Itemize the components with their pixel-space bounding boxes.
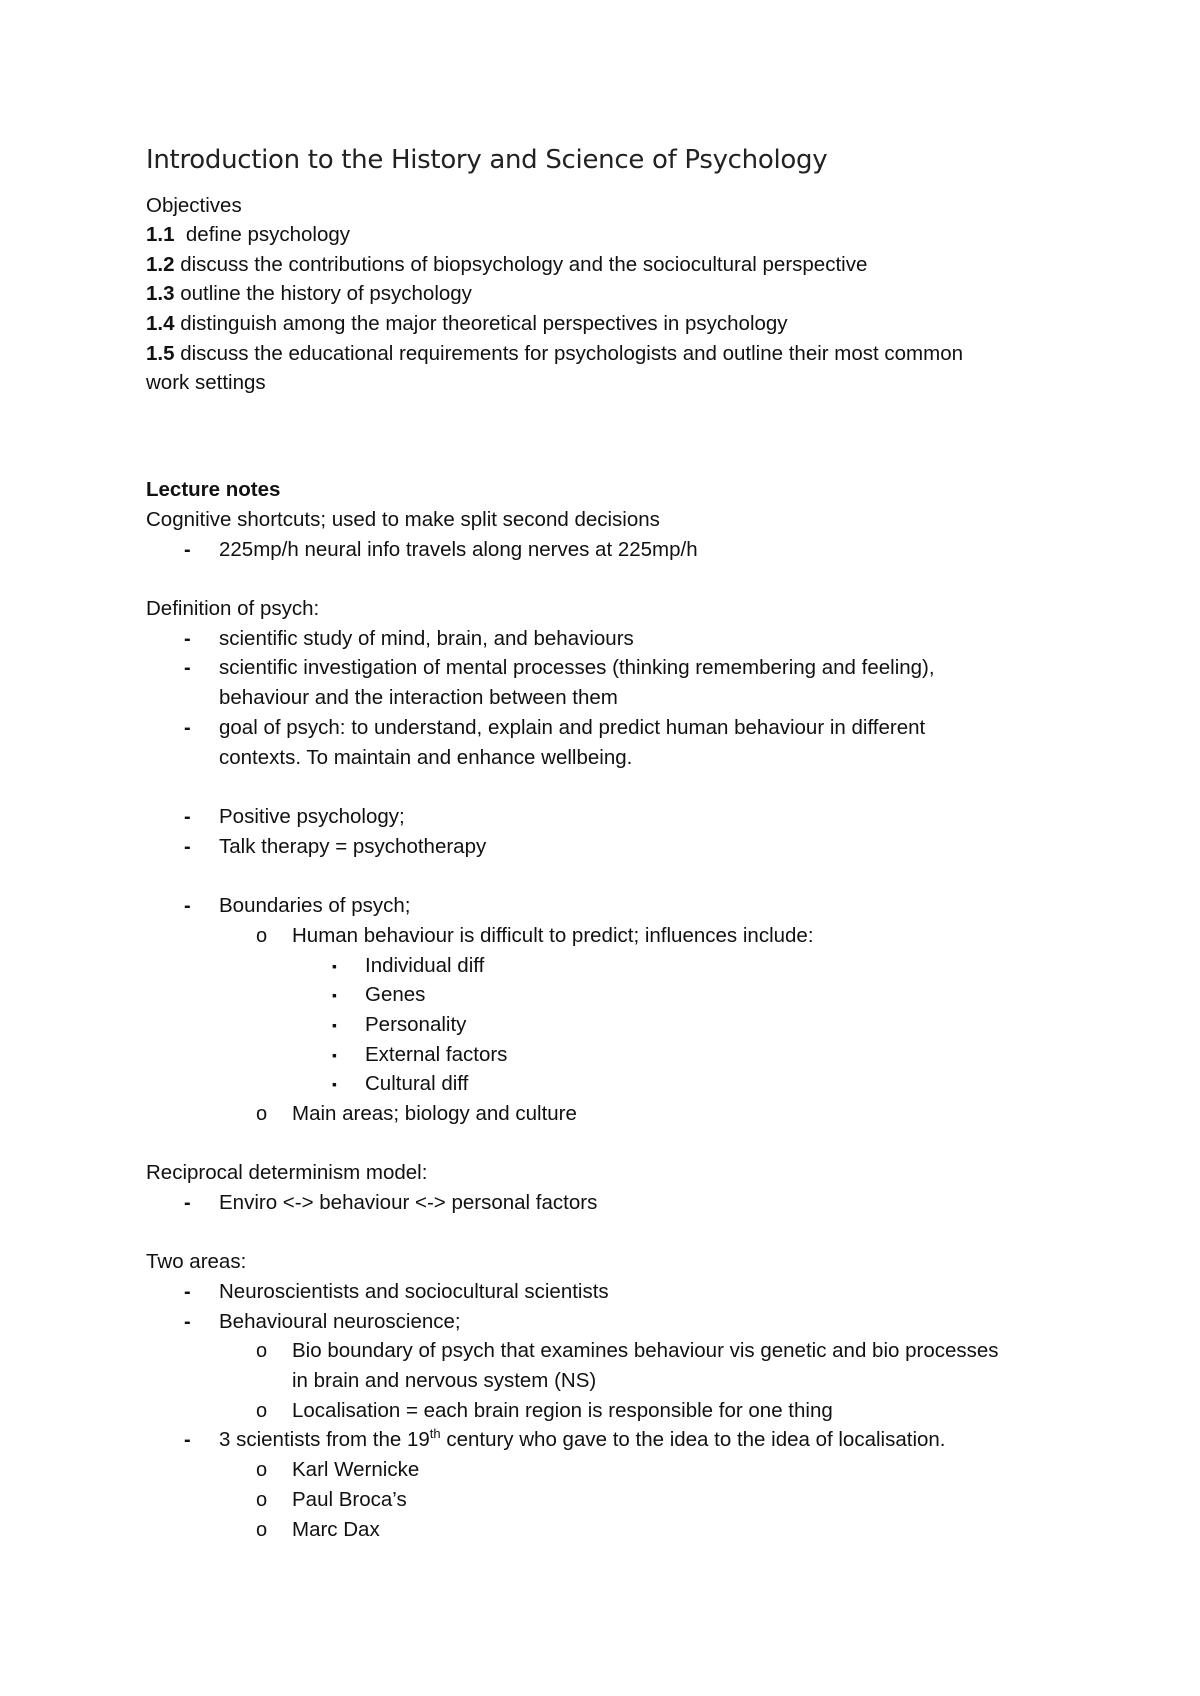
lecture-notes-heading: Lecture notes xyxy=(146,478,281,501)
bullet-text: scientific study of mind, brain, and behaviours xyxy=(219,627,634,650)
dash-bullet: - xyxy=(184,1281,191,1303)
objective-item xyxy=(146,279,472,309)
bullet-text: scientific investigation of mental processes (thinking remembering and feeling), xyxy=(219,656,935,679)
dash-bullet: - xyxy=(184,1192,191,1214)
influence-item: Genes xyxy=(365,983,426,1006)
document-title: Introduction to the History and Science of Psychology xyxy=(146,145,828,175)
objective-number: 1.5 xyxy=(146,342,175,365)
note-line: Cognitive shortcuts; used to make split second decisions xyxy=(146,508,660,531)
influence-item: Individual diff xyxy=(365,954,485,977)
note-line: Two areas: xyxy=(146,1250,247,1273)
scientist-item: Marc Dax xyxy=(292,1518,380,1541)
objective-text: distinguish among the major theoretical perspectives in psychology xyxy=(180,312,788,335)
sub-bullet-text: Bio boundary of psych that examines behaviour vis genetic and bio processes xyxy=(292,1339,999,1362)
objective-text: discuss the educational requirements for psychologists and outline their most common xyxy=(180,342,964,365)
objective-text: outline the history of psychology xyxy=(180,282,472,305)
circle-bullet: o xyxy=(256,1400,268,1422)
sub-bullet-text: Main areas; biology and culture xyxy=(292,1102,577,1125)
dash-bullet: - xyxy=(184,539,191,561)
scientist-item: Karl Wernicke xyxy=(292,1458,420,1481)
objective-number: 1.2 xyxy=(146,253,175,276)
dash-bullet: - xyxy=(184,1429,191,1451)
dash-bullet: - xyxy=(184,628,191,650)
circle-bullet: o xyxy=(256,1489,268,1511)
sub-bullet-text: Human behaviour is difficult to predict; influences include: xyxy=(292,924,814,947)
circle-bullet: o xyxy=(256,1103,268,1125)
bullet-text: Positive psychology; xyxy=(219,805,405,828)
square-bullet: ▪ xyxy=(332,1017,337,1033)
dash-bullet: - xyxy=(184,895,191,917)
square-bullet: ▪ xyxy=(332,987,337,1003)
bullet-text: Talk therapy = psychotherapy xyxy=(219,835,487,858)
dash-bullet: - xyxy=(184,1311,191,1333)
objective-item xyxy=(146,339,963,369)
scientist-item: Paul Broca’s xyxy=(292,1488,407,1511)
square-bullet: ▪ xyxy=(332,1076,337,1092)
objectives-heading: Objectives xyxy=(146,194,242,217)
objective-text-continued: work settings xyxy=(146,371,266,394)
note-line: Reciprocal determinism model: xyxy=(146,1161,428,1184)
sub-bullet-text: Localisation = each brain region is responsible for one thing xyxy=(292,1399,833,1422)
bullet-text: Enviro <-> behaviour <-> personal factors xyxy=(219,1191,598,1214)
sub-bullet-text-continued: in brain and nervous system (NS) xyxy=(292,1369,597,1392)
objective-text: discuss the contributions of biopsychology and the sociocultural perspective xyxy=(180,253,868,276)
objective-text: define psychology xyxy=(185,223,351,246)
dash-bullet: - xyxy=(184,717,191,739)
square-bullet: ▪ xyxy=(332,958,337,974)
square-bullet: ▪ xyxy=(332,1047,337,1063)
bullet-text-continued: behaviour and the interaction between them xyxy=(219,686,618,709)
dash-bullet: - xyxy=(184,836,191,858)
circle-bullet: o xyxy=(256,1340,268,1362)
bullet-text-continued: contexts. To maintain and enhance wellbeing. xyxy=(219,746,633,769)
objective-item xyxy=(146,309,788,339)
objective-item xyxy=(146,220,350,250)
superscript: th xyxy=(429,1426,441,1442)
bullet-text-part: 3 scientists from the 19 xyxy=(219,1428,430,1451)
circle-bullet: o xyxy=(256,1459,268,1481)
note-line: Definition of psych: xyxy=(146,597,320,620)
objective-number: 1.1 xyxy=(146,223,175,246)
circle-bullet: o xyxy=(256,1519,268,1541)
dash-bullet: - xyxy=(184,806,191,828)
influence-item: Cultural diff xyxy=(365,1072,469,1095)
objective-item xyxy=(146,250,867,280)
objective-number: 1.3 xyxy=(146,282,175,305)
bullet-text: Behavioural neuroscience; xyxy=(219,1310,461,1333)
influence-item: External factors xyxy=(365,1043,508,1066)
circle-bullet: o xyxy=(256,925,268,947)
bullet-text-part: century who gave to the idea to the idea of localisation. xyxy=(440,1428,946,1451)
bullet-text xyxy=(219,1425,946,1455)
bullet-text: goal of psych: to understand, explain and predict human behaviour in different xyxy=(219,716,926,739)
objective-number: 1.4 xyxy=(146,312,175,335)
bullet-text: Boundaries of psych; xyxy=(219,894,411,917)
bullet-text: Neuroscientists and sociocultural scientists xyxy=(219,1280,609,1303)
dash-bullet: - xyxy=(184,657,191,679)
influence-item: Personality xyxy=(365,1013,467,1036)
bullet-text: 225mp/h neural info travels along nerves at 225mp/h xyxy=(219,538,698,561)
